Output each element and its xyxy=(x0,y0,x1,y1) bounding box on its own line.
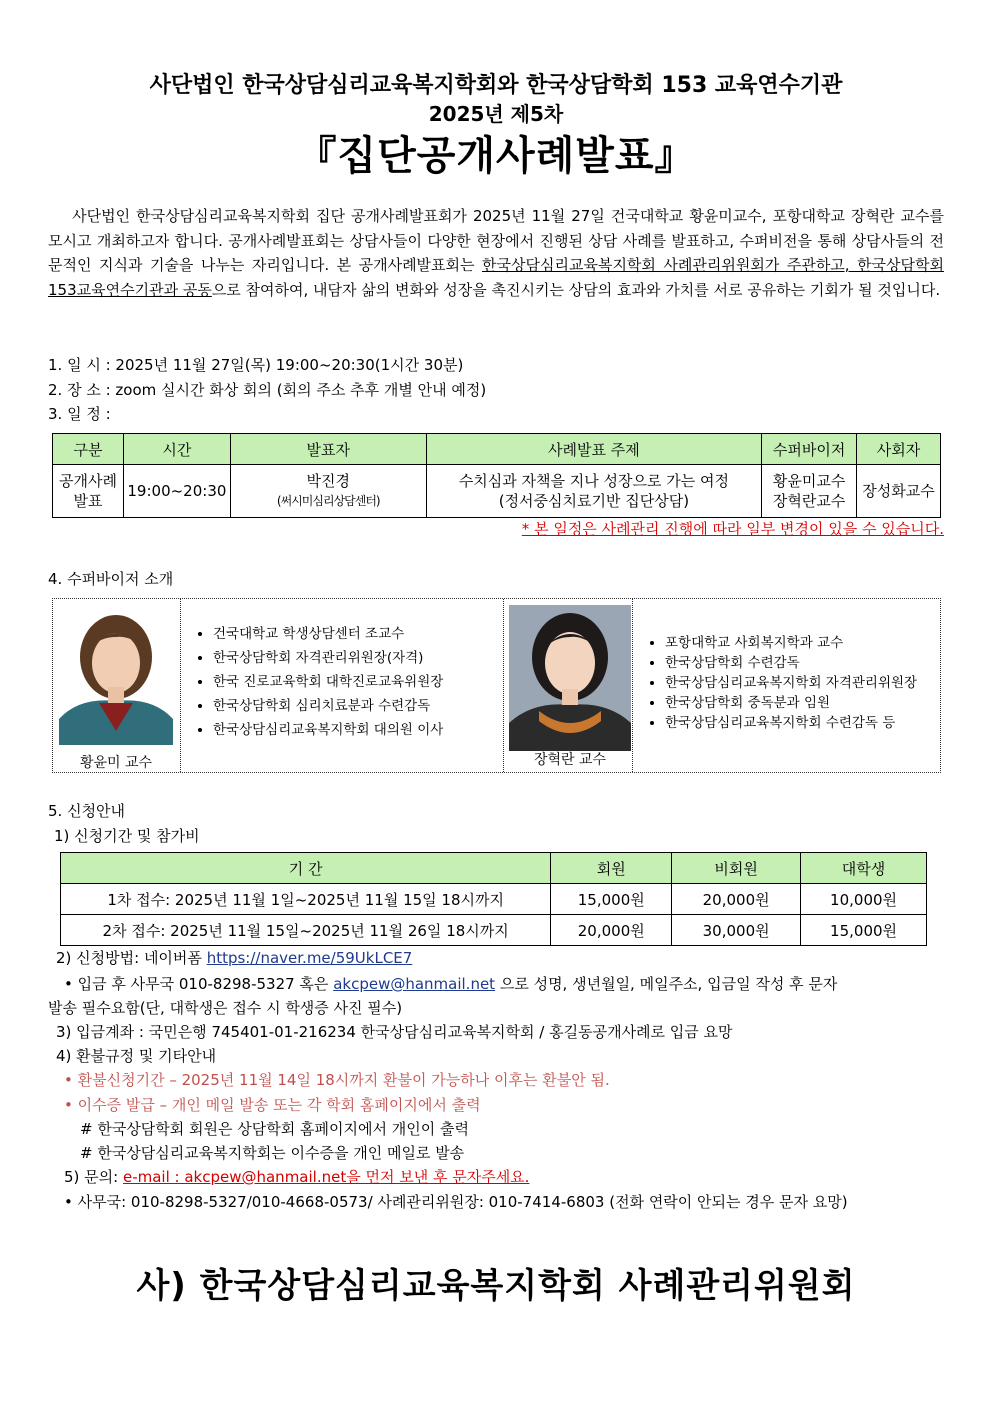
refund-line-1: • 환불신청기간 – 2025년 11월 14일 18시까지 환불이 가능하나 이후는 환불안 됨. xyxy=(64,1071,610,1089)
list-item: • 한국상담심리교육복지학회 대의원 이사 xyxy=(213,718,443,742)
method-line xyxy=(56,947,412,968)
divider xyxy=(632,599,633,772)
list-item: • 한국상담학회 심리치료분과 수련감독 xyxy=(213,694,443,718)
page-title: 『집단공개사례발표』 xyxy=(296,133,696,179)
fee-header-row xyxy=(61,853,927,884)
fee-period: 2차 접수: 2025년 11월 15일~2025년 11월 26일 18시까지 xyxy=(61,915,551,946)
info-schedule: 3. 일 정 : xyxy=(48,405,111,423)
info-place: 2. 장 소 : zoom 실시간 화상 회의 (회의 주소 추후 개별 안내 예정) xyxy=(48,381,487,399)
fee-header: 대학생 xyxy=(801,853,927,884)
fee-student: 15,000원 xyxy=(801,915,927,946)
topic-line1: 수치심과 자책을 지나 성장으로 가는 여정 xyxy=(458,472,729,490)
list-item: • 한국상담심리교육복지학회 수련감독 등 xyxy=(665,713,917,733)
intro-text-2: 으로 참여하여, 내담자 삶의 변화와 성장을 촉진시키는 상담의 효과와 가치를 서로 공유하는 기회가 될 것입니다. xyxy=(211,280,941,299)
list-item: • 건국대학교 학생상담센터 조교수 xyxy=(213,622,443,646)
email-link[interactable]: akcpew@hanmail.net xyxy=(333,975,496,993)
deposit-line-2: 발송 필수요함(단, 대학생은 접수 시 학생증 사진 필수) xyxy=(48,999,403,1017)
supervisor2-photo xyxy=(509,605,631,751)
intro-underlined: 한국상담심리교육복지학회 사례관리위원회가 주관하고, 한국상담학회 153교육연수기관과 공동 xyxy=(48,256,945,299)
info-datetime: 1. 일 시 : 2025년 11월 27일(목) 19:00~20:30(1시간 30분) xyxy=(48,356,464,374)
supervisor1-photo xyxy=(59,609,173,745)
divider xyxy=(180,599,181,772)
inquiry-line xyxy=(64,1166,529,1187)
supervisor1-name: 황윤미 교수 xyxy=(79,755,153,771)
presenter-org: (써시미심리상담센터) xyxy=(276,494,380,508)
office-line: • 사무국: 010-8298-5327/010-4668-0573/ 사례관리위원장: 010-7414-6803 (전화 연락이 안되는 경우 문자 요망) xyxy=(64,1193,848,1211)
supervisor2-list xyxy=(643,633,917,733)
refund-line-2: • 이수증 발급 – 개인 메일 발송 또는 각 학회 홈페이지에서 출력 xyxy=(64,1096,481,1114)
list-item: • 포항대학교 사회복지학과 교수 xyxy=(665,633,917,653)
schedule-supervisors xyxy=(762,465,857,518)
application-sub1: 1) 신청기간 및 참가비 xyxy=(54,827,200,845)
schedule-table xyxy=(52,433,941,518)
supervisors-heading: 4. 수퍼바이저 소개 xyxy=(48,570,174,588)
schedule-topic xyxy=(426,465,762,518)
fee-nonmember: 20,000원 xyxy=(672,884,801,915)
supervisor-box xyxy=(52,598,941,773)
refund-heading: 4) 환불규정 및 기타안내 xyxy=(56,1047,217,1065)
schedule-presenter xyxy=(230,465,426,518)
fee-member: 15,000원 xyxy=(551,884,672,915)
list-item: • 한국 진로교육학회 대학진로교육위원장 xyxy=(213,670,443,694)
fee-nonmember: 30,000원 xyxy=(672,915,801,946)
application-heading: 5. 신청안내 xyxy=(48,802,126,820)
table-row xyxy=(61,915,927,946)
footer-organization: 사) 한국상담심리교육복지학회 사례관리위원회 xyxy=(136,1266,856,1306)
inquiry-text: e-mail : akcpew@hanmail.net을 먼저 보낸 후 문자주세요. xyxy=(122,1168,530,1186)
intro-paragraph xyxy=(48,204,944,302)
list-item: • 한국상담학회 자격관리위원장(자격) xyxy=(213,646,443,670)
list-item: • 한국상담심리교육복지학회 자격관리위원장 xyxy=(665,673,917,693)
schedule-header: 사회자 xyxy=(857,434,941,465)
fee-student: 10,000원 xyxy=(801,884,927,915)
list-item: • 한국상담학회 수련감독 xyxy=(665,653,917,673)
table-row xyxy=(61,884,927,915)
supervisor-1: 황윤미교수 xyxy=(772,472,846,490)
naver-form-link[interactable]: https://naver.me/59UkLCE7 xyxy=(206,949,413,967)
divider xyxy=(503,599,504,772)
schedule-header-row xyxy=(53,434,941,465)
deposit-line xyxy=(64,973,944,994)
refund-line-4: # 한국상담심리교육복지학회는 이수증을 개인 메일로 발송 xyxy=(80,1144,465,1162)
schedule-time: 19:00~20:30 xyxy=(123,465,230,518)
schedule-type: 공개사례발표 xyxy=(53,465,124,518)
supervisor-2: 장혁란교수 xyxy=(772,492,846,510)
method-label: 2) 신청방법: 네이버폼 xyxy=(56,949,207,967)
supervisor1-list xyxy=(191,622,443,742)
schedule-header: 구분 xyxy=(53,434,124,465)
schedule-host: 장성화교수 xyxy=(857,465,941,518)
fee-header: 비회원 xyxy=(672,853,801,884)
schedule-note: * 본 일정은 사례관리 진행에 따라 일부 변경이 있을 수 있습니다. xyxy=(521,520,944,538)
presenter-name: 박진경 xyxy=(306,472,351,490)
fee-period: 1차 접수: 2025년 11월 1일~2025년 11월 15일 18시까지 xyxy=(61,884,551,915)
deposit-text-b: 으로 성명, 생년월일, 메일주소, 입금일 작성 후 문자 xyxy=(495,975,838,993)
fee-header: 회원 xyxy=(551,853,672,884)
schedule-header: 시간 xyxy=(123,434,230,465)
header-line2: 2025년 제5차 xyxy=(428,102,564,126)
inquiry-label: 5) 문의: xyxy=(64,1168,123,1186)
fee-member: 20,000원 xyxy=(551,915,672,946)
fee-table xyxy=(60,852,927,946)
supervisor2-name: 장혁란 교수 xyxy=(533,752,607,768)
schedule-row xyxy=(53,465,941,518)
schedule-header: 수퍼바이저 xyxy=(762,434,857,465)
account-line: 3) 입금계좌 : 국민은행 745401-01-216234 한국상담심리교육복지학회 / 홍길동공개사례로 입금 요망 xyxy=(56,1023,733,1041)
schedule-header: 사례발표 주제 xyxy=(426,434,762,465)
schedule-header: 발표자 xyxy=(230,434,426,465)
topic-line2: (정서중심치료기반 집단상담) xyxy=(498,492,690,510)
refund-line-3: # 한국상담학회 회원은 상담학회 홈페이지에서 개인이 출력 xyxy=(80,1120,469,1138)
fee-header: 기 간 xyxy=(61,853,551,884)
list-item: • 한국상담학회 중독분과 임원 xyxy=(665,693,917,713)
intro-text-1: 사단법인 한국상담심리교육복지학회 집단 공개사례발표회가 2025년 11월 27일 건국대학교 황윤미교수, 포항대학교 장혁란 교수를 모시고 개최하고자 합니다. 공개사례발표회는 상담사들이 다양한 현장에서 진행된 상담 사례를 발표하고, 수퍼비전을 통해 상담사들의 전문적인 지식과 기술을 나누는 자리입니다. 본 공개사례발표회는 xyxy=(48,207,944,274)
header-line1: 사단법인 한국상담심리교육복지학회와 한국상담학회 153 교육연수기관 xyxy=(149,73,843,98)
deposit-text-a: • 입금 후 사무국 010-8298-5327 혹은 xyxy=(64,975,334,993)
